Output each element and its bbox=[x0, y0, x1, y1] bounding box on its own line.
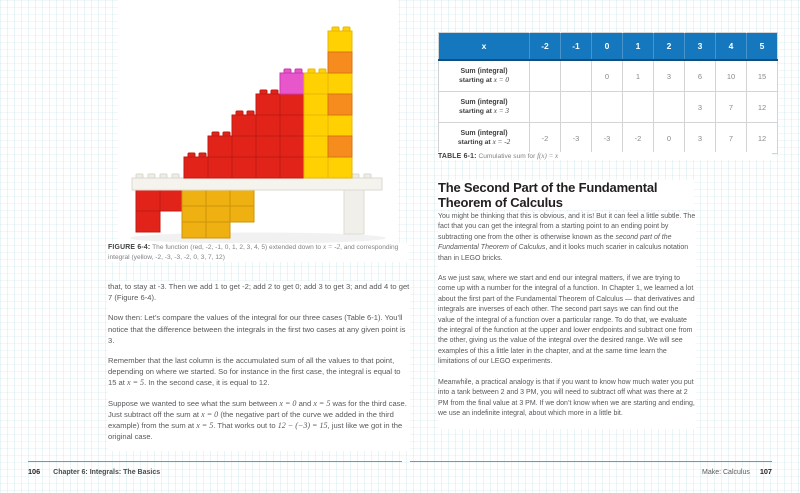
row-label-cell bbox=[439, 60, 530, 92]
table-value-cell bbox=[561, 60, 592, 92]
table-header-cell: 1 bbox=[623, 33, 654, 61]
text-segment: . That works out to bbox=[213, 421, 278, 431]
math-text: 12 − (−3) = 15 bbox=[277, 421, 328, 431]
text-segment: . In the second case, it is equal to 12. bbox=[144, 378, 270, 388]
text-segment: Cumulative sum for bbox=[478, 153, 538, 160]
text-segment: that, to stay at -3. Then we add 1 to get -2; add 2 to get 0; add 3 to get 3; and add 4 to get 7 (Figure 6-4). bbox=[108, 282, 410, 303]
left-footer-rule bbox=[28, 461, 402, 462]
table-value-cell: 7 bbox=[716, 123, 747, 154]
right-page bbox=[405, 0, 800, 493]
table-header-cell: 2 bbox=[654, 33, 685, 61]
math-text: x = 5 bbox=[313, 398, 331, 408]
text-segment: Remember that the last column is the accumulated sum of all the values to that point, depending on where we started. So for instance in the first case, the integral is equal to 15 at bbox=[108, 356, 401, 388]
table-caption-text bbox=[478, 153, 558, 160]
text-segment: (the negative part of the curve we added in the third example) from the sum at bbox=[108, 409, 394, 431]
table-value-cell: 1 bbox=[623, 60, 654, 92]
row-label-sub bbox=[439, 107, 529, 116]
table-value-cell: 0 bbox=[654, 123, 685, 154]
table-value-cell: 15 bbox=[747, 60, 778, 92]
table-header-cell: -2 bbox=[530, 33, 561, 61]
paragraph bbox=[438, 378, 696, 420]
row-label-main: Sum (integral) bbox=[460, 99, 508, 106]
paragraph bbox=[108, 355, 410, 389]
figure-caption-label: FIGURE 6-4: bbox=[108, 244, 151, 251]
math-text: x = 0 bbox=[201, 409, 219, 419]
left-footer bbox=[28, 467, 160, 476]
figure-caption-text bbox=[108, 244, 398, 261]
emphasis-text: second part of the Fundamental Theorem of Calculus bbox=[438, 233, 672, 252]
text-segment: Meanwhile, a practical analogy is that if you want to know how much water you put into a tank between 2 and 3 PM, you will need to subtract off what was there at 2 PM from the final value at 3 PM. If we don’t know when we are starting and ending, we use an indefinite integral, about which more in a little bit. bbox=[438, 378, 695, 417]
math-text: x = 0 bbox=[493, 76, 509, 84]
table-header-cell: 5 bbox=[747, 33, 778, 61]
right-body-text bbox=[438, 212, 696, 429]
text-segment: starting at bbox=[459, 77, 494, 84]
text-segment: , just like we got in the original case. bbox=[108, 421, 403, 442]
lego-figure-image bbox=[118, 0, 398, 245]
figure-caption bbox=[108, 243, 408, 262]
table-value-cell bbox=[654, 92, 685, 123]
table-value-cell: 7 bbox=[716, 92, 747, 123]
table-value-cell: 0 bbox=[592, 60, 623, 92]
table-value-cell: 3 bbox=[654, 60, 685, 92]
table-value-cell: -3 bbox=[592, 123, 623, 154]
table-header-cell: 0 bbox=[592, 33, 623, 61]
table-value-cell: -2 bbox=[530, 123, 561, 154]
text-segment: starting at bbox=[457, 139, 493, 146]
text-segment: The function (red, -2, -1, 0, 1, 2, 3, 4, 5) extended down to bbox=[152, 244, 323, 251]
text-segment: starting at bbox=[459, 108, 494, 115]
text-segment: , and it looks much scarier in calculus notation than in LEGO bricks. bbox=[438, 244, 689, 262]
text-segment: Now then: Let’s compare the values of the integral for our three cases (Table 6-1). You’ll notice that the difference between the integrals in the first two cases at any given point is 3. bbox=[108, 313, 406, 345]
table-header-cell: 3 bbox=[685, 33, 716, 61]
table-header-cell: -1 bbox=[561, 33, 592, 61]
left-body-text bbox=[108, 281, 410, 451]
table-value-cell bbox=[530, 92, 561, 123]
section-heading: The Second Part of the Fundamental Theorem of Calculus bbox=[438, 180, 694, 210]
text-segment: As we just saw, where we start and end our integral matters, if we are trying to come up with a number for the integral of a function. In Chapter 1, we learned a lot about the first part of the Fundamental Theorem of Calculus — that derivatives and integrals are inverses of each other. The second part says we can find out the value of the integral of a function over a particular range. To do that, we evaluate the integral of the function at the upper and lower endpoints and subtract one from the other, giving us the value of the integral over the desired range. We will see examples of this a little later in the chapter, and at the same time learn the limitations of our LEGO experiments. bbox=[438, 275, 695, 366]
paragraph bbox=[108, 281, 410, 303]
paragraph bbox=[108, 312, 410, 346]
paragraph bbox=[438, 212, 696, 264]
table-value-cell: 6 bbox=[685, 60, 716, 92]
row-label-main: Sum (integral) bbox=[460, 68, 508, 75]
cumulative-sum-table bbox=[438, 32, 778, 154]
math-text: x = 3 bbox=[493, 107, 509, 115]
paragraph bbox=[108, 398, 410, 443]
row-label-cell bbox=[439, 92, 530, 123]
row-label-sub bbox=[439, 138, 529, 147]
math-text: x = 5 bbox=[127, 378, 145, 388]
text-segment: Suppose we wanted to see what the sum between bbox=[108, 398, 280, 408]
math-text: x = 5 bbox=[196, 421, 214, 431]
table-value-cell bbox=[592, 92, 623, 123]
chapter-title: Chapter 6: Integrals: The Basics bbox=[53, 469, 161, 476]
row-label-main: Sum (integral) bbox=[460, 130, 508, 137]
right-page-number: 107 bbox=[759, 467, 772, 476]
table-row bbox=[439, 123, 778, 154]
table-value-cell: 3 bbox=[685, 123, 716, 154]
text-segment: and bbox=[296, 398, 314, 408]
book-title: Make: Calculus bbox=[702, 469, 750, 476]
table-value-cell bbox=[623, 92, 654, 123]
table-value-cell: -3 bbox=[561, 123, 592, 154]
row-label-cell bbox=[439, 123, 530, 154]
table-header-cell: 4 bbox=[716, 33, 747, 61]
text-segment: , and corresponding integral (yellow, -2, -3, -3, -2, 0, 3, 7, 12) bbox=[108, 244, 399, 261]
table-header-cell: x bbox=[439, 33, 530, 61]
paragraph bbox=[438, 274, 696, 368]
row-label-sub bbox=[439, 76, 529, 85]
math-text: x = -2 bbox=[492, 138, 511, 146]
text-segment: was for the third case. Just subtract off the sum at bbox=[108, 398, 407, 419]
table-row bbox=[439, 60, 778, 92]
math-text: x = 0 bbox=[279, 398, 297, 408]
table-caption bbox=[438, 152, 772, 160]
right-footer bbox=[702, 467, 772, 476]
table-row bbox=[439, 92, 778, 123]
table-value-cell bbox=[530, 60, 561, 92]
math-text: f(x) = x bbox=[537, 152, 559, 160]
right-footer-rule bbox=[410, 461, 772, 462]
table-value-cell: 12 bbox=[747, 123, 778, 154]
table-caption-label: TABLE 6-1: bbox=[438, 153, 477, 160]
table-value-cell bbox=[561, 92, 592, 123]
left-page-number: 106 bbox=[28, 467, 41, 476]
table-value-cell: -2 bbox=[623, 123, 654, 154]
table-value-cell: 3 bbox=[685, 92, 716, 123]
table-header-row bbox=[439, 33, 778, 61]
math-text: x = -2 bbox=[322, 243, 341, 251]
text-segment: You might be thinking that this is obvious, and it is! But it can feel a little subtle. The fact that you can get the integral from a starting point to an ending point by subtracting one from the other is otherwise known as the bbox=[438, 213, 696, 241]
table-value-cell: 10 bbox=[716, 60, 747, 92]
table-value-cell: 12 bbox=[747, 92, 778, 123]
